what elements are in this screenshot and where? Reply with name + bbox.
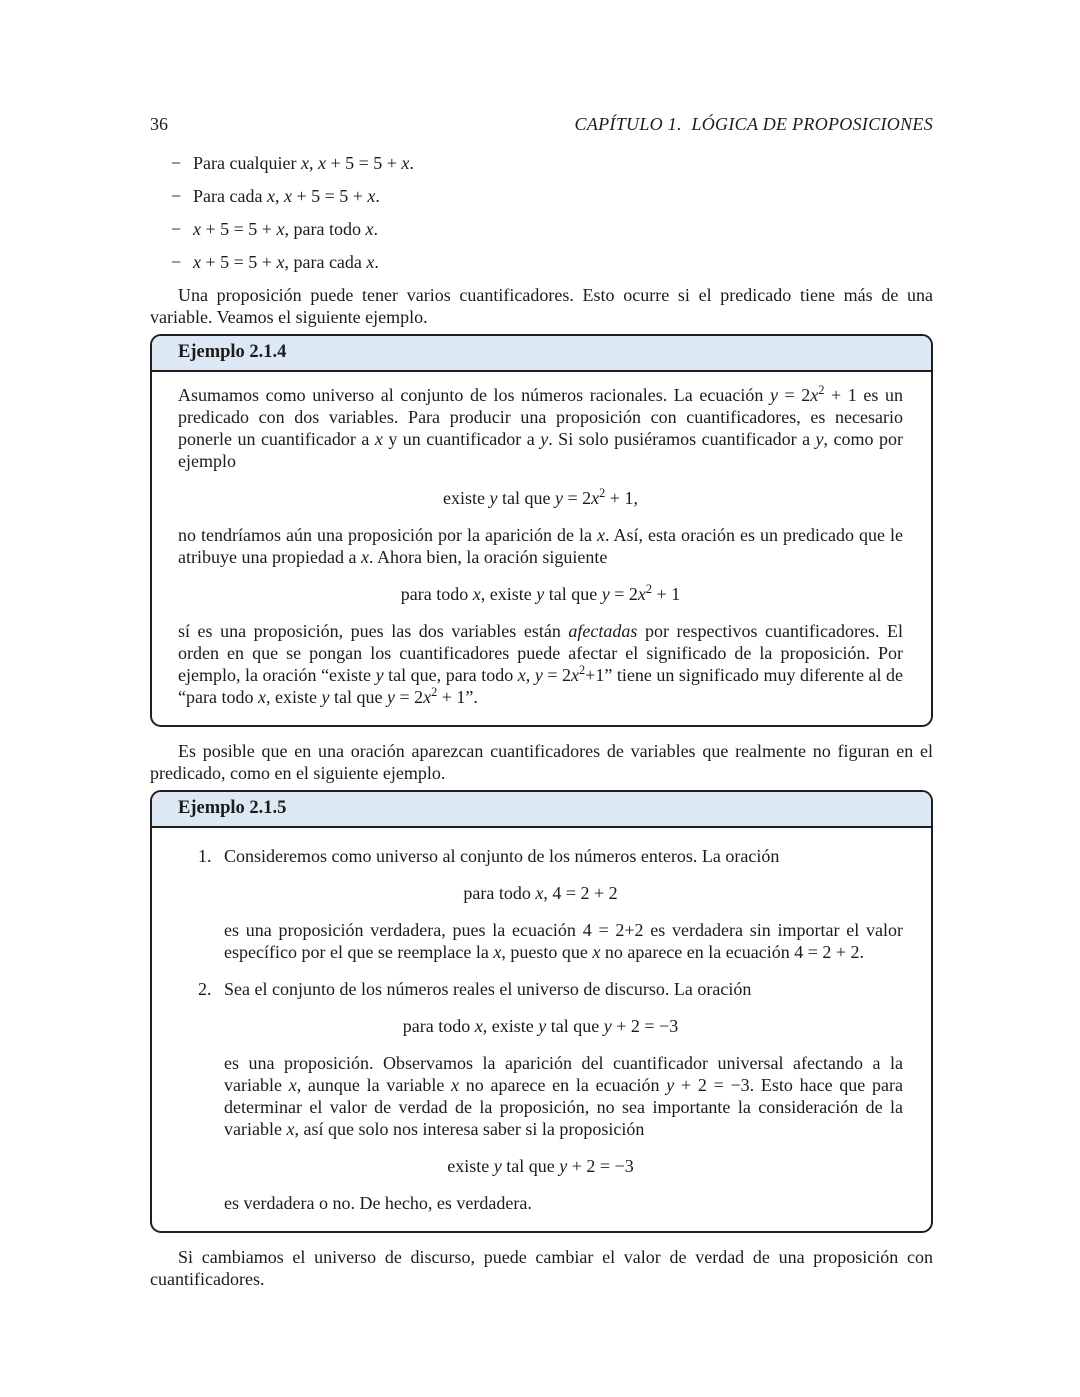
running-header: [150, 113, 933, 135]
example-paragraph: sí es una proposición, pues las dos variables están afectadas por respectivos cuantificadores. El orden en que se pongan los cuantificadores puede afectar el significado de la proposición. Por ejemplo, la oración “existe y tal que, para todo x, $y = 2x^2+1$” tiene un significado muy diferente al de “para todo x, existe y tal que $y = 2x^2 + 1$”.: [178, 621, 903, 707]
example-box-2-1-4: [150, 334, 933, 727]
list-item: [150, 152, 933, 174]
display-formula: existe y tal que y + 2 = −3: [447, 1156, 634, 1176]
list-item-text: x + 5 = 5 + x, para cada x.: [193, 252, 379, 272]
paragraph-after-list: Una proposición puede tener varios cuantificadores. Esto ocurre si el predicado tiene más de una variable. Veamos el siguiente ejemplo.: [150, 285, 933, 327]
list-item: [150, 185, 933, 207]
list-item-text: x + 5 = 5 + x, para todo x.: [193, 219, 378, 239]
dash-marker: −: [171, 219, 182, 239]
example-2-1-4-body: [152, 372, 931, 725]
dash-marker: −: [171, 186, 182, 206]
paragraph-between-examples: Es posible que en una oración aparezcan cuantificadores de variables que realmente no figuran en el predicado, como en el siguiente ejemplo.: [150, 741, 933, 783]
example-paragraph: es una proposición verdadera, pues la ecuación 4 = 2+2 es verdadera sin importar el valor específico por el que se reemplace la x, puesto que x no aparece en la ecuación 4 = 2 + 2.: [224, 920, 903, 962]
example-2-1-4-title: Ejemplo 2.1.4: [152, 336, 931, 372]
example-paragraph: es una proposición. Observamos la aparición del cuantificador universal afectando a la variable x, aunque la variable x no aparece en la ecuación y + 2 = −3. Esto hace que para determinar el valor de verdad de la proposición, no sea importante la consideración de la variable x, así que solo nos interesa saber si la proposición: [224, 1053, 903, 1139]
page-number: 36: [150, 114, 168, 134]
numbered-item-2: [178, 978, 903, 1214]
list-item: [150, 251, 933, 273]
dash-marker: −: [171, 252, 182, 272]
example-2-1-5-body: [152, 828, 931, 1231]
quantifier-phrase-list: [150, 152, 933, 273]
example-box-2-1-5: [150, 790, 933, 1233]
example-paragraph: Consideremos como universo al conjunto de los números enteros. La oración: [224, 846, 780, 866]
display-formula: para todo x, 4 = 2 + 2: [463, 883, 618, 903]
example-paragraph: Asumamos como universo al conjunto de los números racionales. La ecuación $y = 2x^2 + 1$ es un predicado con dos variables. Para producir una proposición con cuantificadores, es necesario ponerle un cuantificador a x y un cuantificador a y. Si solo pusiéramos cuantificador a y, como por ejemplo: [178, 383, 903, 471]
dash-marker: −: [171, 153, 182, 173]
example-2-1-5-title: Ejemplo 2.1.5: [152, 792, 931, 828]
display-formula: existe y tal que $y = 2x^2 + 1$,: [443, 486, 638, 508]
chapter-header: CAPÍTULO 1. LÓGICA DE PROPOSICIONES: [574, 114, 933, 134]
display-formula: para todo x, existe y tal que $y = 2x^2 + 1$: [400, 582, 681, 604]
item-number: 1.: [198, 846, 212, 866]
item-number: 2.: [198, 979, 212, 999]
example-paragraph: Sea el conjunto de los números reales el universo de discurso. La oración: [224, 979, 752, 999]
example-paragraph: es verdadera o no. De hecho, es verdadera.: [224, 1193, 532, 1213]
list-item: [150, 218, 933, 240]
display-formula: para todo x, existe y tal que y + 2 = −3: [402, 1016, 679, 1036]
paragraph-closing: Si cambiamos el universo de discurso, puede cambiar el valor de verdad de una proposición con cuantificadores.: [150, 1247, 933, 1289]
list-item-text: Para cada x, x + 5 = 5 + x.: [193, 186, 380, 206]
example-paragraph: no tendríamos aún una proposición por la aparición de la x. Así, esta oración es un predicado que le atribuye una propiedad a x. Ahora bien, la oración siguiente: [178, 525, 903, 567]
list-item-text: Para cualquier x, x + 5 = 5 + x.: [193, 153, 414, 173]
numbered-item-1: [178, 845, 903, 963]
